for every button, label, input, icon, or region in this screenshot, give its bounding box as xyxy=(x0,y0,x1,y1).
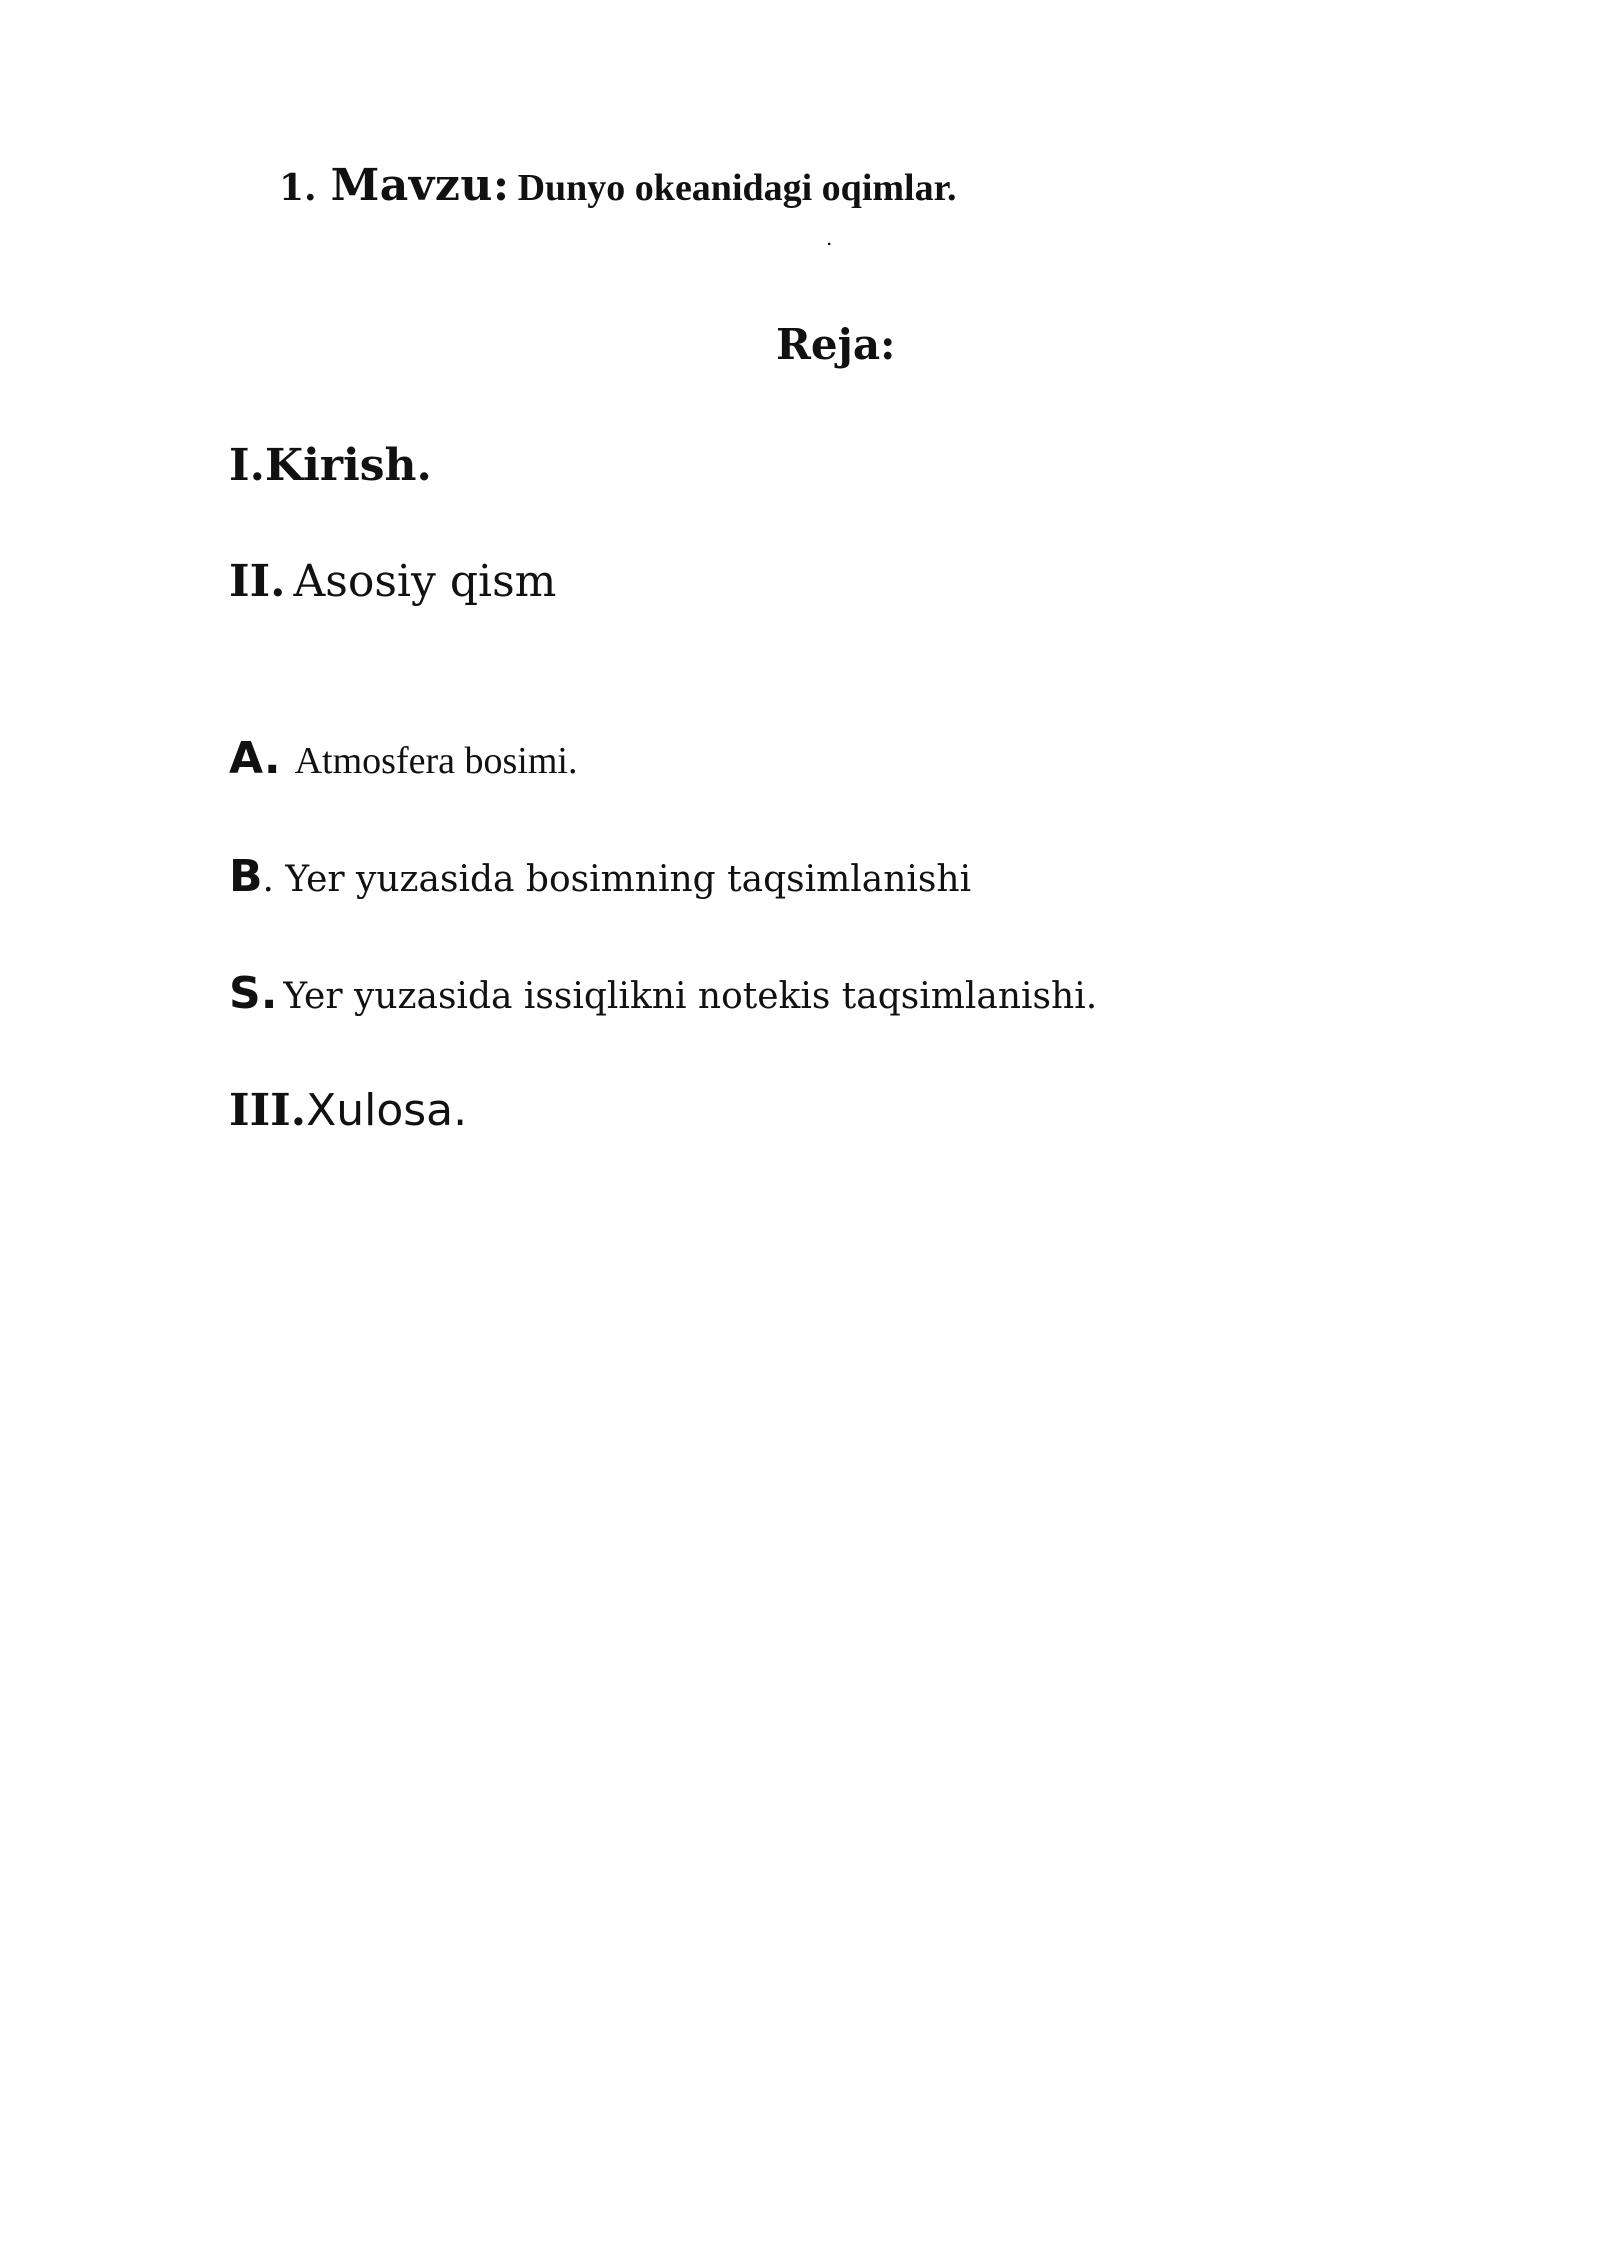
outline-marker: A. xyxy=(229,733,281,784)
outline-text: . Yer yuzasida bosimning taqsimlanishi xyxy=(262,859,972,900)
outline-marker: S. xyxy=(229,968,278,1019)
outline-item-conclusion xyxy=(229,1085,467,1136)
outline-item-intro: I.Kirish. xyxy=(229,440,432,491)
outline-text: Yer yuzasida issiqlikni notekis taqsimlanishi. xyxy=(283,976,1098,1017)
topic-label: Mavzu: xyxy=(330,160,510,211)
outline-marker: III. xyxy=(229,1085,307,1136)
outline-marker: II. xyxy=(229,556,286,607)
dot-mark: . xyxy=(826,226,833,250)
outline-text: Asosiy qism xyxy=(293,556,557,607)
outline-marker: B xyxy=(229,851,263,902)
outline-subitem-c xyxy=(229,968,1097,1019)
plan-heading: Reja: xyxy=(776,320,896,369)
outline-subitem-a xyxy=(229,733,577,784)
topic-number: 1. xyxy=(279,167,317,209)
topic-text: Dunyo okeanidagi oqimlar. xyxy=(517,167,957,209)
outline-text: Atmosfera bosimi. xyxy=(294,740,578,782)
outline-subitem-b xyxy=(229,851,971,902)
outline-text: Xulosa. xyxy=(306,1085,468,1136)
outline-item-main xyxy=(229,556,556,607)
topic-title xyxy=(279,160,956,211)
